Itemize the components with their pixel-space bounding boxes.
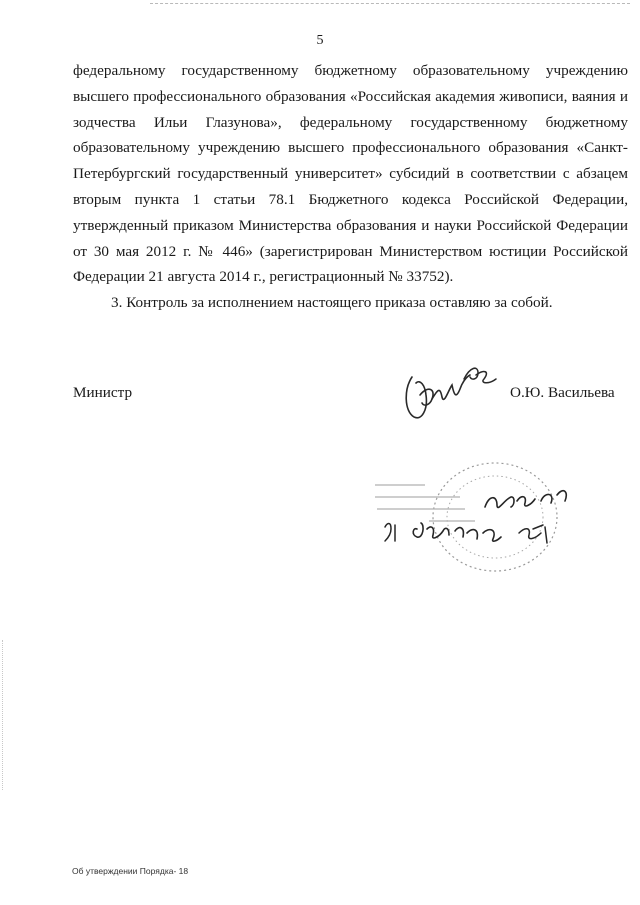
footer-document-reference: Об утверждении Порядка- 18 [72,866,189,876]
handwritten-signature [398,355,508,430]
top-edge-rule [150,3,630,4]
copy-certification-stamp [365,455,595,575]
signatory-name: О.Ю. Васильева [510,384,615,401]
signatory-position: Министр [73,384,133,401]
body-paragraph-control-clause: 3. Контроль за исполнением настоящего приказа оставляю за собой. [111,294,553,312]
document-body [73,58,628,316]
scan-edge-marks [2,640,5,790]
page-number: 5 [316,33,324,48]
body-paragraph-continued: федеральному государственному бюджетному образовательному учреждению высшего профессионального образования «Российская академия живописи, ваяния и зодчества Ильи Глазунова», федеральному государственному бюджетному образовательному учреждению высшего профессионального образования «Санкт-Петербургский государственный университет» субсидий в соответствии с абзацем вторым пункта 1 статьи 78.1 Бюджетного кодекса Российской Федерации, утвержденный приказом Министерства образования и науки Российской Федерации от 30 мая 2012 г. № 446» (зарегистрирован Министерством юстиции Российской Федерации 21 августа 2014 г., регистрационный № 33752). [73,62,628,286]
